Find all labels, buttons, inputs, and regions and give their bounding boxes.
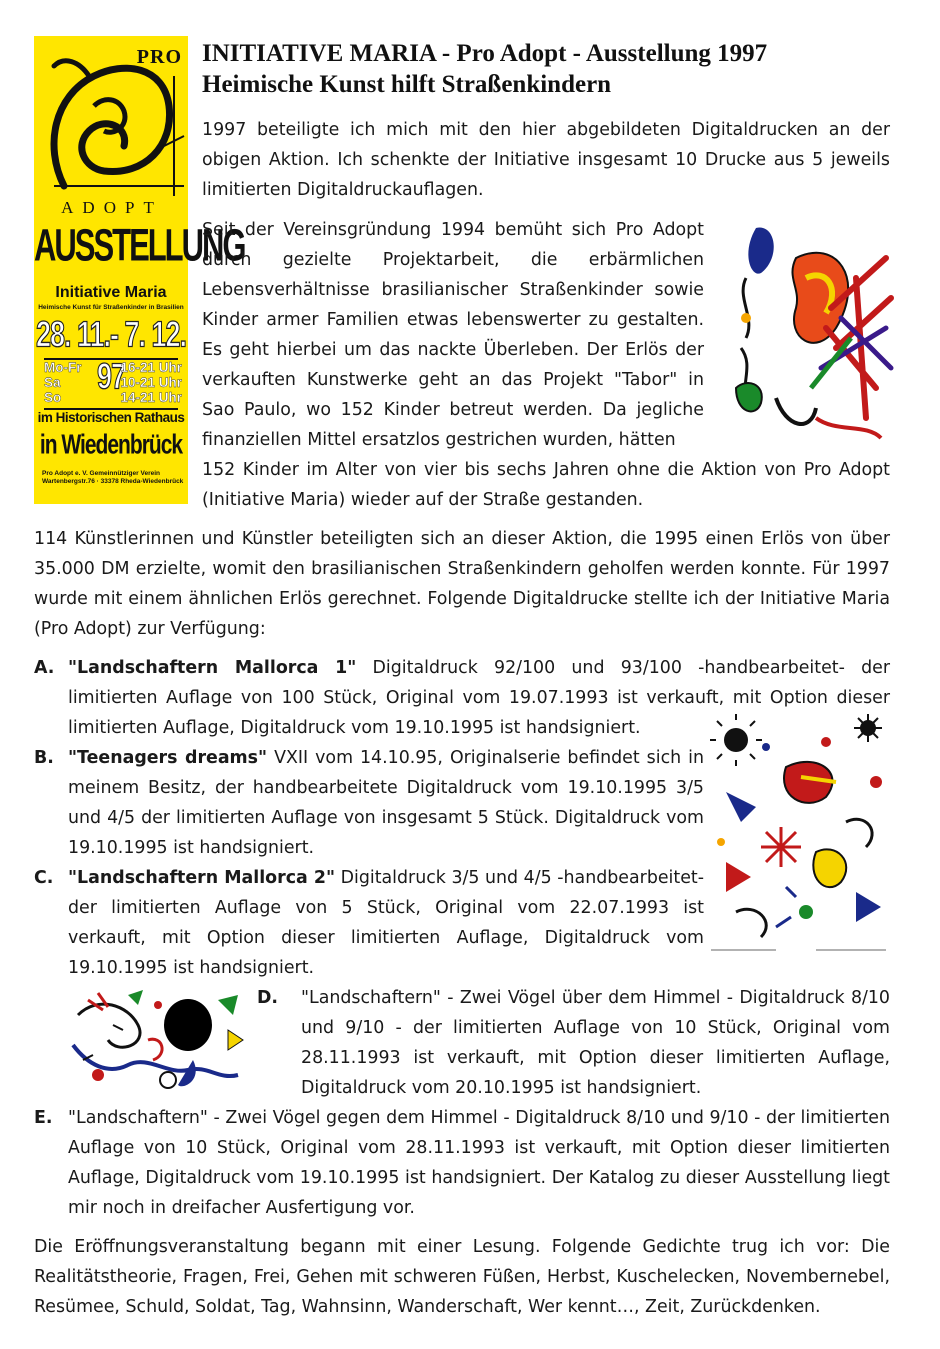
print-description: Digitaldruck 3/5 und 4/5 -handbearbeitet- der limitierten Auflage von 5 Stück, Original vom 22.07.1993 ist verkauft, mit Option dieser limitierten Auflage, Digitaldruck vom 19.10.1995 ist handsigniert. bbox=[68, 868, 704, 978]
print-title: "Landschaftern Mallorca 2 bbox=[68, 868, 326, 888]
poster-place: im Historischen Rathaus bbox=[37, 410, 185, 425]
list-label: D. bbox=[257, 988, 279, 1008]
print-title-end: " bbox=[325, 868, 336, 888]
poster-pro: PRO bbox=[136, 46, 182, 68]
exhibition-poster bbox=[34, 36, 245, 504]
list-label: A. bbox=[34, 658, 55, 678]
print-description: "Landschaftern" - Zwei Vögel gegen dem Himmel - Digitaldruck 8/10 und 9/10 - der limitierten Auflage von 10 Stück, Original vom 28.11.1993 ist verkauft, mit Option dieser limitierten Auflage, Digitaldruck vom 19.10.1995 ist handsigniert. Der Katalog zu dieser Ausstellung liegt mir noch in dreifacher Ausfertigung vor. bbox=[68, 1108, 890, 1218]
title-line-1: INITIATIVE MARIA - Pro Adopt - Ausstellung 1997 bbox=[202, 40, 768, 67]
print-title: "Teenagers dreams" bbox=[68, 748, 268, 768]
background-paragraph: Seit der Vereinsgründung 1994 bemüht sich Pro Adopt durch gezielte Projektarbeit, die erbärmlichen Lebensverhältnisse brasilianischer Straßenkinder sowie Kinder armer Familien etwas lebenswerter zu gestalten. Es geht hierbei um das nackte Überleben. Der Erlös der verkauften Kunstwerke geht an das Projekt "Tabor" in Sao Paulo, wo 152 Kinder betreut werden. Da jegliche finanziellen Mittel ersatzlos gestrichen wurden, hätten bbox=[202, 220, 704, 450]
poster-organizer: Pro Adopt e. V. Gemeinnütziger Verein Wartenbergstr.76 · 33378 Rheda-Wiedenbrück bbox=[42, 470, 184, 485]
poster-time-row: Sa 10-21 Uhr bbox=[44, 375, 182, 390]
closing-paragraph: Die Eröffnungsveranstaltung begann mit einer Lesung. Folgende Gedichte trug ich vor: Die Realitätstheorie, Fragen, Frei, Gehen mit schweren Füßen, Herbst, Kuschelecken, Novembernebel, Resümee, Schuld, Soldat, Tag, Wahnsinn, Wanderschaft, Wer kennt…, Zeit, Zurückdenken. bbox=[34, 1237, 890, 1317]
list-item-c bbox=[34, 863, 704, 983]
poster-city: in Wiedenbrück bbox=[39, 430, 183, 460]
title-line-2: Heimische Kunst hilft Straßenkindern bbox=[202, 71, 612, 98]
list-label: B. bbox=[34, 748, 54, 768]
poster-initiative: Initiative Maria bbox=[55, 284, 167, 301]
print-description: Digitaldruck 92/100 und 93/100 -handbearbeitet- der limitierten Auflage von 100 Stück, Original vom 19.07.1993 ist verkauft, mit Option dieser limitierten Auflage, Digitaldruck vom 19.10.1995 ist handsigniert. bbox=[68, 658, 890, 738]
list-item-e bbox=[34, 1103, 890, 1223]
list-label: E. bbox=[34, 1108, 53, 1128]
artwork-abstract-birds bbox=[716, 218, 894, 452]
artists-paragraph: 114 Künstlerinnen und Künstler beteiligten sich an dieser Aktion, die 1995 einen Erlös von über 35.000 DM erzielte, womit den brasilianischen Straßenkindern geholfen werden konnte. Für 1997 wurde mit einem ähnlichen Erlös gerechnet. Folgende Digitaldrucke stellte ich der Initiative Maria (Pro Adopt) zur Verfügung: bbox=[34, 529, 890, 639]
list-item-b bbox=[34, 743, 704, 863]
poster-dates: 28. 11.- 7. 12. 97 bbox=[35, 314, 187, 397]
list-label: C. bbox=[34, 868, 54, 888]
artwork-teenagers-dreams bbox=[706, 712, 892, 960]
poster-time-row: Mo-Fr 16-21 Uhr bbox=[44, 360, 182, 375]
artwork-two-birds bbox=[68, 985, 246, 1097]
background-paragraph-end: 152 Kinder im Alter von vier bis sechs Jahren ohne die Aktion von Pro Adopt (Initiative Maria) wieder auf der Straße gestanden. bbox=[202, 460, 890, 510]
print-description: "Landschaftern" - Zwei Vögel über dem Himmel - Digitaldruck 8/10 und 9/10 - der limitierten Auflage von 10 Stück, Original vom 28.11.1993 ist verkauft, mit Option dieser limitierten Auflage, Digitaldruck vom 20.10.1995 ist handsigniert. bbox=[301, 988, 890, 1098]
print-description: VXII vom 14.10.95, Originalserie befindet sich in meinem Besitz, der handbearbeitete Digitaldruck vom 19.10.1995 3/5 und 4/5 der limitierten Auflage von insgesamt 5 Stück. Digitaldruck vom 19.10.1995 ist handsigniert. bbox=[68, 748, 704, 858]
poster-subtitle: Heimische Kunst für Straßenkinder in Brasilien bbox=[38, 304, 184, 311]
page-title bbox=[202, 38, 902, 100]
print-title: "Landschaftern Mallorca 1" bbox=[68, 658, 357, 678]
poster-ausstellung: AUSSTELLUNG bbox=[34, 220, 245, 271]
intro-paragraph: 1997 beteiligte ich mich mit den hier abgebildeten Digitaldrucken an der obigen Aktion. Ich schenkte der Initiative insgesamt 10 Drucke aus 5 jeweils limitierten Digitaldruckauflagen. bbox=[202, 120, 890, 200]
poster-adopt: ADOPT bbox=[61, 198, 163, 217]
poster-time-row: So 14-21 Uhr bbox=[44, 390, 182, 405]
poster-opening-times bbox=[44, 360, 182, 405]
list-item-d bbox=[257, 983, 890, 1103]
